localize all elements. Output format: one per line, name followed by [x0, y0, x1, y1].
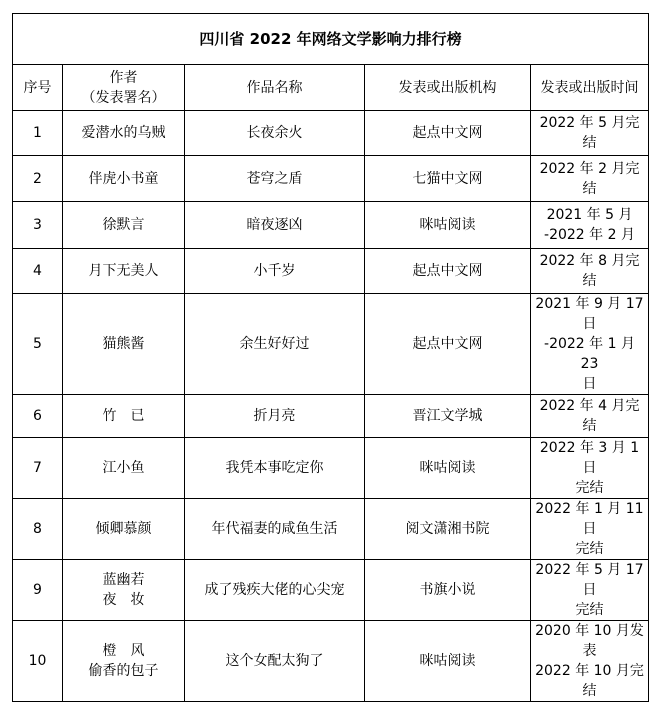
table-row — [13, 621, 649, 702]
author-line: 伴虎小书童 — [88, 170, 159, 187]
cell-index: 9 — [13, 560, 63, 621]
ranking-table — [12, 13, 649, 702]
time-line: 2022 年 5 月 17 日 — [535, 562, 644, 598]
author-line: 橙 风 — [102, 643, 145, 659]
cell-work: 成了残疾大佬的心尖宠 — [185, 560, 365, 621]
cell-publisher: 起点中文网 — [365, 294, 531, 395]
table-row — [13, 438, 649, 499]
cell-author — [63, 202, 185, 249]
time-line: 2020 年 10 月发表 — [535, 623, 644, 659]
author-line: 竹 已 — [102, 408, 145, 424]
time-line: 完结 — [575, 541, 604, 557]
cell-time — [531, 294, 649, 395]
time-line: 完结 — [575, 602, 604, 618]
cell-index: 8 — [13, 499, 63, 560]
header-author — [63, 65, 185, 111]
cell-work: 余生好好过 — [185, 294, 365, 395]
author-line: 猫熊酱 — [102, 336, 145, 352]
cell-index: 5 — [13, 294, 63, 395]
cell-time — [531, 395, 649, 438]
cell-work: 我凭本事吃定你 — [185, 438, 365, 499]
time-line: 2022 年 10 月完结 — [535, 663, 644, 699]
cell-time — [531, 621, 649, 702]
cell-author — [63, 499, 185, 560]
time-line: 2022 年 1 月 11 日 — [535, 501, 644, 537]
cell-time — [531, 499, 649, 560]
cell-time — [531, 156, 649, 202]
cell-index: 7 — [13, 438, 63, 499]
cell-publisher: 书旗小说 — [365, 560, 531, 621]
cell-time — [531, 560, 649, 621]
time-line: 2022 年 4 月完结 — [539, 398, 640, 434]
table-row — [13, 499, 649, 560]
time-line: 2021 年 9 月 17 日 — [535, 296, 644, 332]
cell-work: 苍穹之盾 — [185, 156, 365, 202]
time-line: -2022 年 2 月 — [544, 227, 635, 243]
table-row — [13, 294, 649, 395]
header-index: 序号 — [13, 65, 63, 111]
author-line: 倾卿慕颜 — [95, 521, 152, 537]
header-time: 发表或出版时间 — [531, 65, 649, 111]
author-line: 江小鱼 — [102, 460, 145, 476]
cell-author — [63, 156, 185, 202]
author-line: 爱潜水的乌贼 — [81, 125, 166, 141]
cell-work: 这个女配太狗了 — [185, 621, 365, 702]
table-row — [13, 111, 649, 156]
table-row — [13, 156, 649, 202]
cell-index: 4 — [13, 249, 63, 294]
cell-index: 2 — [13, 156, 63, 202]
cell-time — [531, 202, 649, 249]
table-row — [13, 395, 649, 438]
time-line: -2022 年 1 月 23 — [544, 336, 635, 372]
cell-author — [63, 621, 185, 702]
cell-index: 6 — [13, 395, 63, 438]
cell-work: 暗夜逐凶 — [185, 202, 365, 249]
cell-time — [531, 249, 649, 294]
author-line: 夜 妆 — [102, 592, 145, 608]
time-line: 完结 — [575, 480, 604, 496]
cell-work: 小千岁 — [185, 249, 365, 294]
cell-publisher: 咪咕阅读 — [365, 438, 531, 499]
author-line: 偷香的包子 — [88, 663, 159, 679]
cell-publisher: 咪咕阅读 — [365, 621, 531, 702]
header-work: 作品名称 — [185, 65, 365, 111]
header-publisher: 发表或出版机构 — [365, 65, 531, 111]
cell-publisher: 七猫中文网 — [365, 156, 531, 202]
time-line: 2022 年 8 月完结 — [539, 253, 640, 289]
cell-work: 年代福妻的咸鱼生活 — [185, 499, 365, 560]
cell-publisher: 咪咕阅读 — [365, 202, 531, 249]
cell-time — [531, 111, 649, 156]
header-row — [13, 65, 649, 111]
cell-publisher: 起点中文网 — [365, 249, 531, 294]
author-line: 徐默言 — [102, 217, 145, 233]
cell-author — [63, 249, 185, 294]
cell-publisher: 晋江文学城 — [365, 395, 531, 438]
time-line: 2022 年 5 月完结 — [539, 115, 640, 151]
header-author-line2: （发表署名） — [81, 89, 166, 106]
time-line: 2021 年 5 月 — [546, 207, 633, 223]
cell-work: 折月亮 — [185, 395, 365, 438]
time-line: 2022 年 3 月 1 日 — [539, 440, 640, 476]
cell-publisher: 阅文潇湘书院 — [365, 499, 531, 560]
cell-time — [531, 438, 649, 499]
author-line: 月下无美人 — [88, 263, 159, 279]
cell-index: 10 — [13, 621, 63, 702]
table-row — [13, 560, 649, 621]
cell-publisher: 起点中文网 — [365, 111, 531, 156]
author-line: 蓝幽若 — [102, 572, 145, 588]
table-title: 四川省 2022 年网络文学影响力排行榜 — [13, 14, 649, 65]
cell-author — [63, 294, 185, 395]
cell-author — [63, 438, 185, 499]
time-line: 2022 年 2 月完结 — [539, 160, 640, 197]
time-line: 日 — [582, 376, 597, 392]
header-author-line1: 作者 — [109, 69, 138, 86]
cell-author — [63, 395, 185, 438]
table-row — [13, 202, 649, 249]
cell-author — [63, 560, 185, 621]
table-row — [13, 249, 649, 294]
cell-work: 长夜余火 — [185, 111, 365, 156]
cell-index: 1 — [13, 111, 63, 156]
cell-index: 3 — [13, 202, 63, 249]
cell-author — [63, 111, 185, 156]
